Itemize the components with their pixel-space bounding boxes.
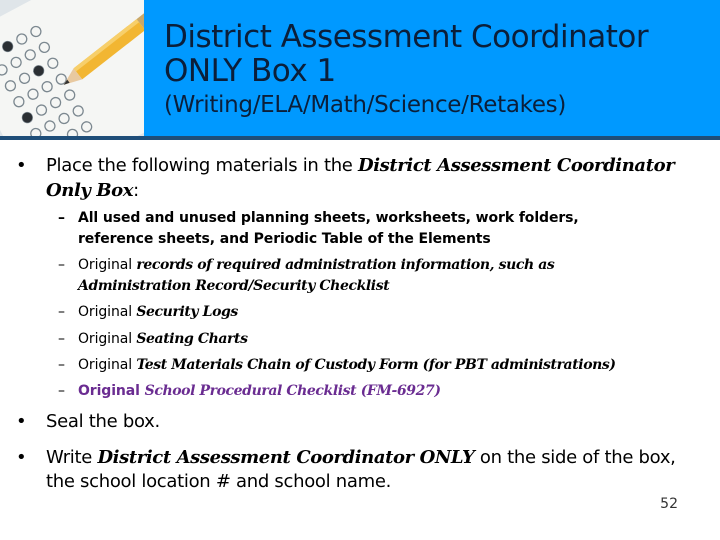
slide-subtitle: (Writing/ELA/Math/Science/Retakes) [164,92,567,118]
bullet-glyph: • [16,155,27,176]
sub-item-procedural-checklist [58,381,441,402]
bullet-text-suffix: on the side of the box, [474,447,676,468]
sub-item-security-logs [58,302,238,323]
bullet-emphasis: District Assessment Coordinator ONLY [97,447,475,468]
bullet-place-materials-line-2 [46,178,139,203]
dash-glyph: – [58,357,65,373]
dash-glyph: – [58,383,65,399]
bullet-emphasis: Only Box [46,180,134,201]
sub-item-emphasis: Test Materials Chain of Custody Form (for PBT administrations) [136,357,616,373]
sub-item-emphasis: records of required administration information, such as [136,257,555,273]
sub-item-prefix: Original [78,357,137,373]
bullet-glyph: • [16,447,27,468]
page-number: 52 [660,496,678,512]
dash-glyph: – [58,210,65,226]
sub-item-emphasis: Security Logs [136,304,238,320]
dash-glyph: – [58,304,65,320]
sub-item-line-1: All used and unused planning sheets, worksheets, work folders, [78,210,579,226]
sub-item-seating-charts [58,329,248,350]
slide-title-line-1: District Assessment Coordinator [164,19,649,55]
bullet-text: Place the following materials in the [46,155,359,176]
bullet-text: : [133,180,139,201]
sub-item-planning-sheets [58,208,579,250]
sub-item-emphasis: School Procedural Checklist (FM-6927) [144,383,441,399]
bullet-emphasis: District Assessment Coordinator [358,155,675,176]
sub-item-line-2: reference sheets, and Periodic Table of the Elements [78,231,491,247]
sub-item-emphasis-line-2: Administration Record/Security Checklist [78,278,390,294]
sub-item-prefix: Original [78,383,145,399]
sub-item-prefix: Original [78,304,137,320]
dash-glyph: – [58,257,65,273]
sub-item-emphasis: Seating Charts [136,331,248,347]
bullet-seal-box [16,409,160,434]
bullet-write-label [16,445,676,470]
bullet-glyph: • [16,411,27,432]
bullet-place-materials [16,153,675,178]
bullet-write-label-line-2: the school location # and school name. [46,471,392,492]
sub-item-prefix: Original [78,257,137,273]
dash-glyph: – [58,331,65,347]
bullet-text: Write [46,447,98,468]
slide-title-line-2: ONLY Box 1 [164,53,336,89]
sub-item-administration-records [58,255,555,297]
sub-item-prefix: Original [78,331,137,347]
bullet-text: Seal the box. [46,411,160,432]
sub-item-chain-of-custody [58,355,616,376]
